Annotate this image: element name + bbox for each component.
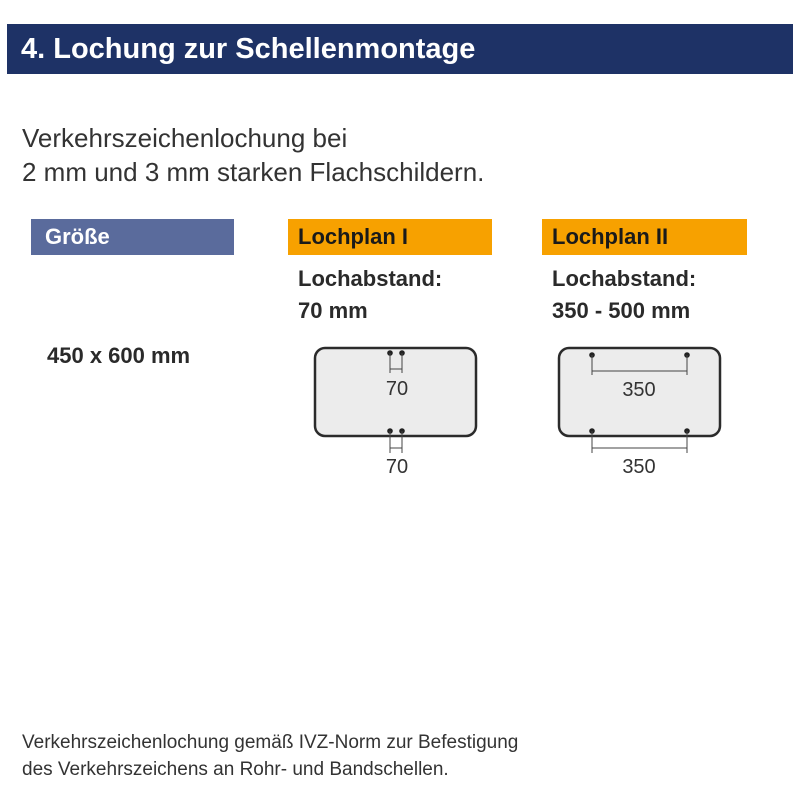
plan1-diagram <box>298 335 498 485</box>
plan1-dim-top: 70 <box>385 378 409 400</box>
plan2-diagram <box>543 335 743 485</box>
plan1-dim-bottom: 70 <box>385 456 409 478</box>
size-header: Größe <box>31 219 234 255</box>
intro-line-2: 2 mm und 3 mm starken Flachschildern. <box>22 157 485 187</box>
plan2-spacing-value: 350 - 500 mm <box>552 298 691 323</box>
size-value: 450 x 600 mm <box>47 343 191 368</box>
plan2-dim-bottom: 350 <box>622 456 656 478</box>
plan1-header: Lochplan I <box>288 219 492 255</box>
page-title: 4. Lochung zur Schellenmontage <box>7 24 793 74</box>
plan2-spacing <box>552 263 696 327</box>
plan1-spacing-value: 70 mm <box>298 298 368 323</box>
plan2-header: Lochplan II <box>542 219 747 255</box>
intro-line-1: Verkehrszeichenlochung bei <box>22 123 348 153</box>
footer-line-1: Verkehrszeichenlochung gemäß IVZ-Norm zur Befestigung <box>22 732 519 753</box>
plan2-dim-top: 350 <box>622 379 656 401</box>
intro-text <box>22 121 484 189</box>
footer-line-2: des Verkehrszeichens an Rohr- und Bandschellen. <box>22 759 449 780</box>
plan1-spacing-label: Lochabstand: <box>298 266 443 291</box>
footer-note <box>22 729 518 783</box>
plan2-spacing-label: Lochabstand: <box>552 266 697 291</box>
plan1-spacing <box>298 263 442 327</box>
